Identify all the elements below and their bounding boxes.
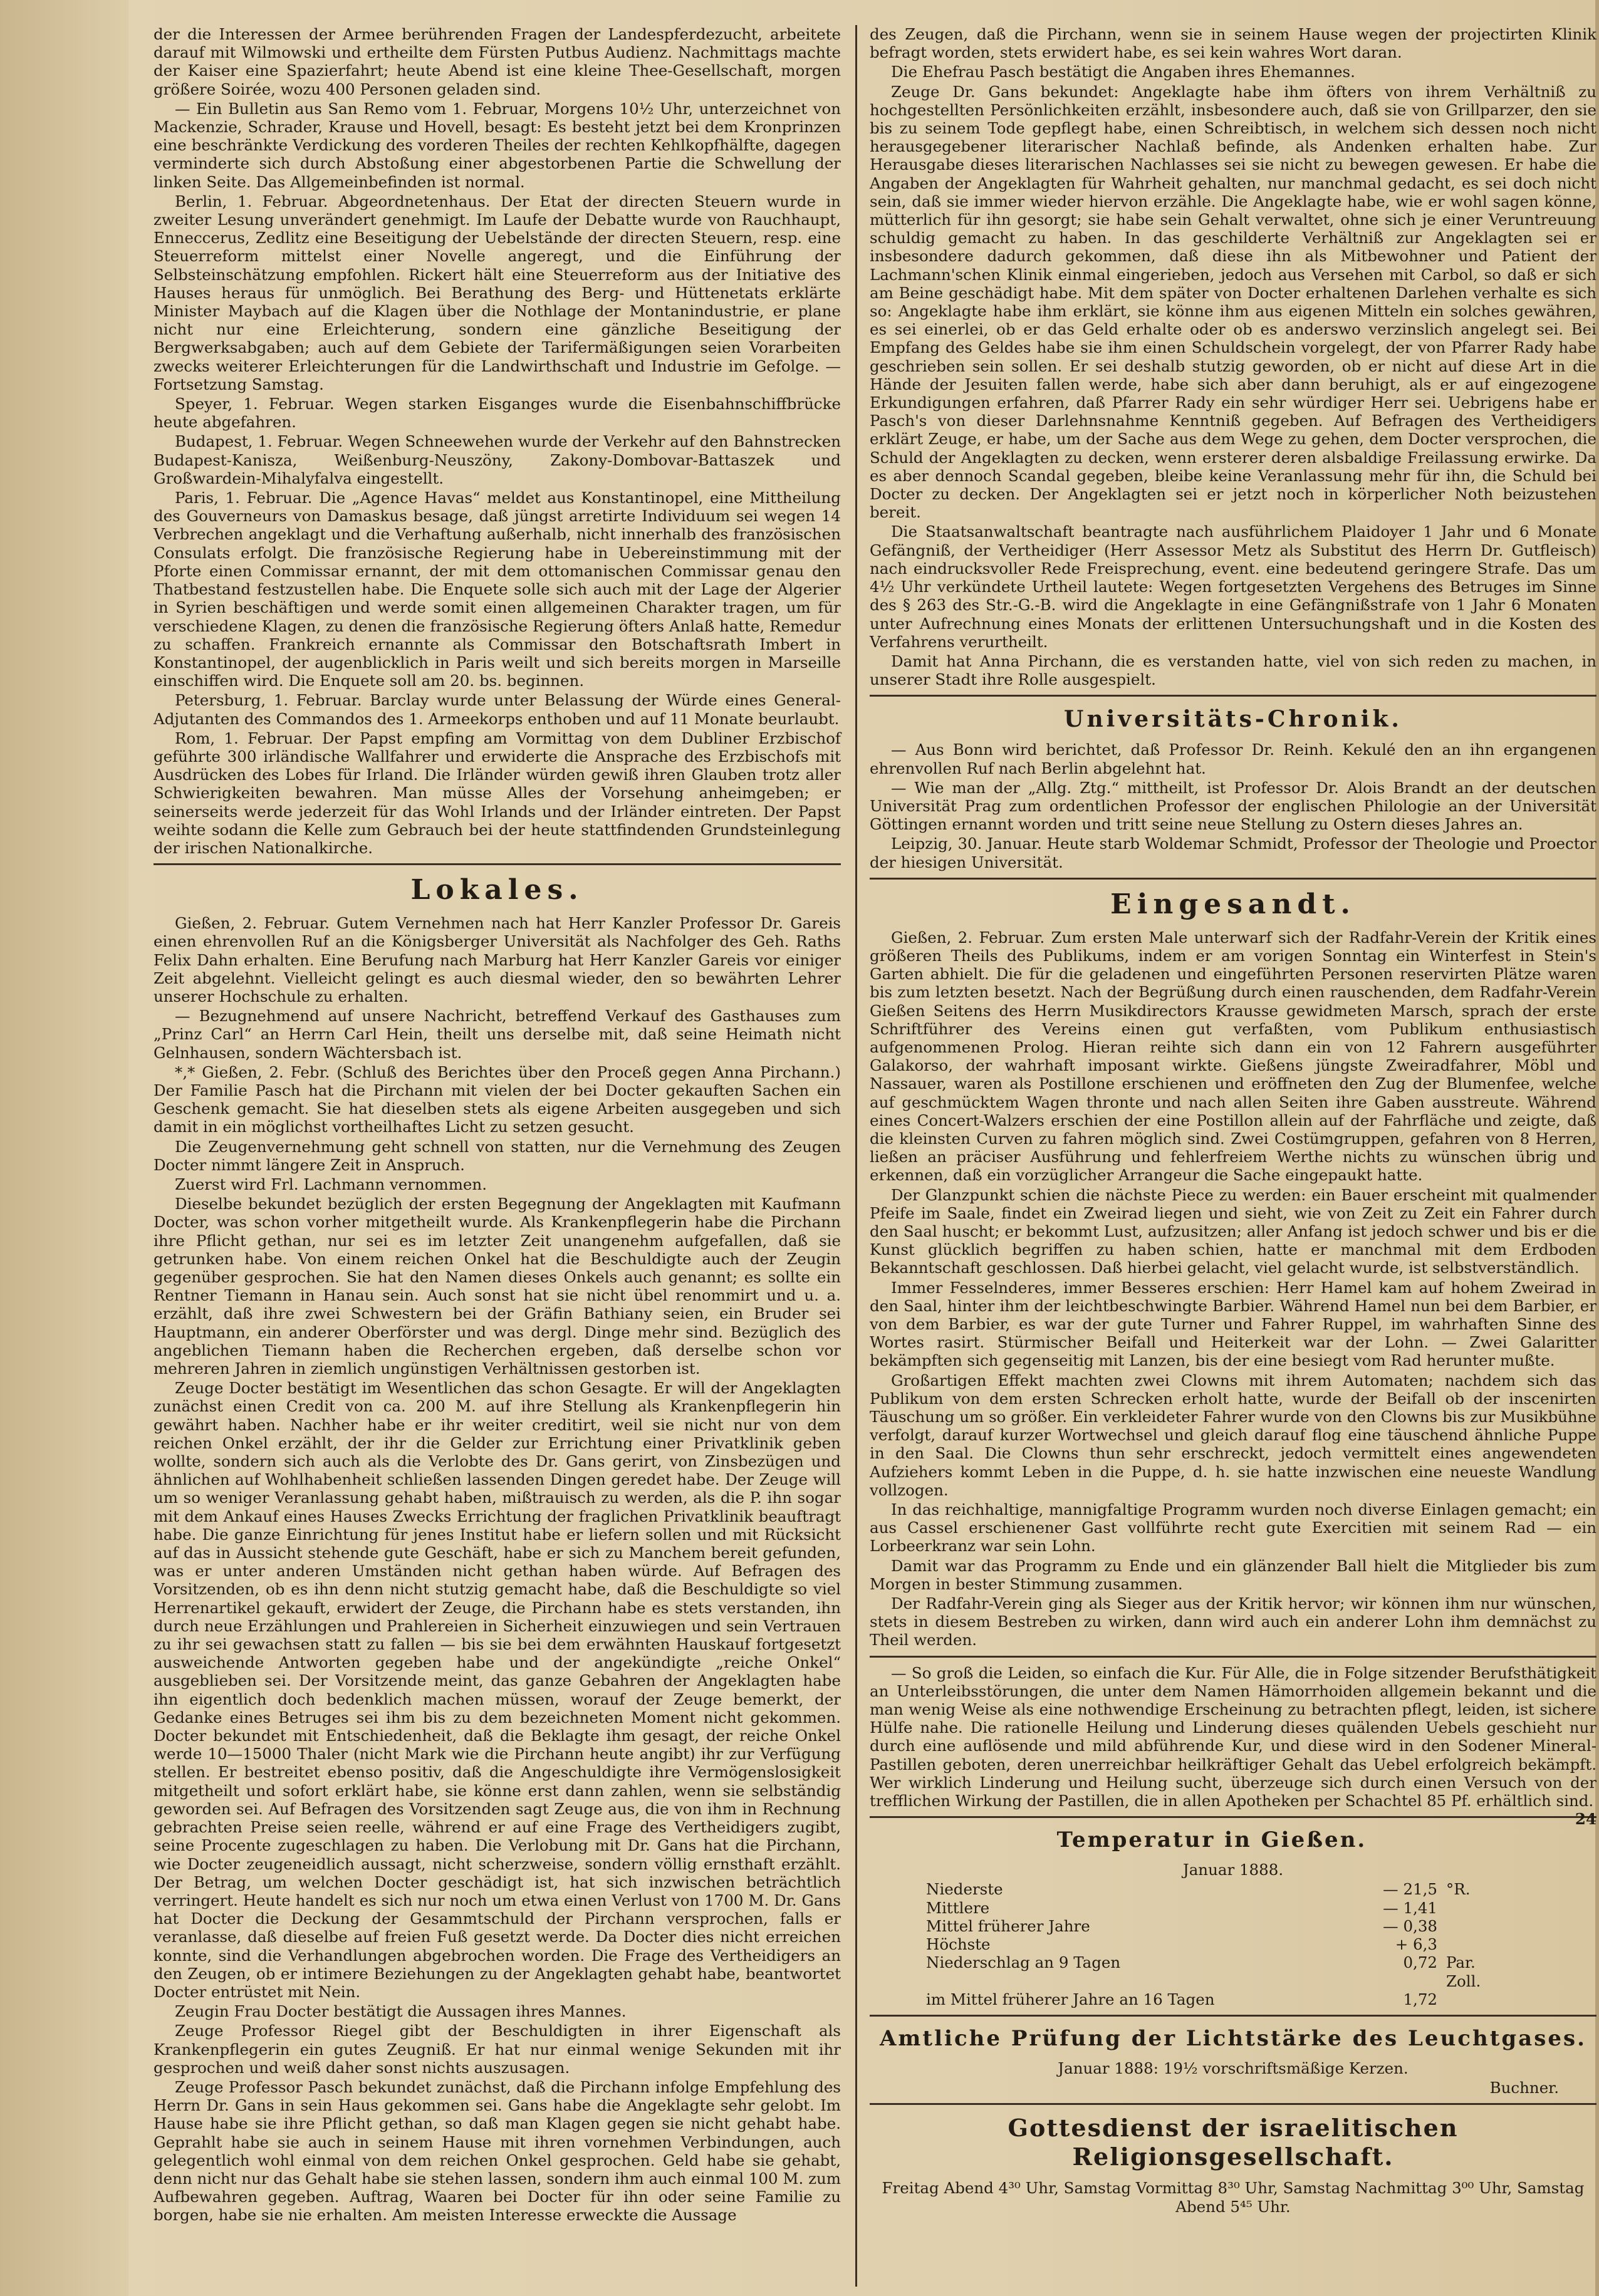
news-paragraph: Petersburg, 1. Februar. Barclay wurde unter Belassung der Würde eines General-Adjutanten des Commandos des 1. Armeekorps enthoben und auf 11 Monate beurlaubt. bbox=[154, 691, 841, 728]
gottesdienst-heading: Gottesdienst der israelitischen Religionsgesellschaft. bbox=[1008, 2114, 1459, 2171]
temperature-label: Mittel früherer Jahre bbox=[926, 1916, 1090, 1935]
temperature-month: Januar 1888. bbox=[1182, 1861, 1284, 1879]
section-rule bbox=[870, 1816, 1596, 1818]
section-rule bbox=[154, 863, 841, 865]
eingesandt-paragraph: Der Glanzpunkt schien die nächste Piece zu werden: ein Bauer erscheint mit qualmender Pfeife im Saale, findet ein Zweirad liegen und sieht, wie von Zeit zu Zeit ein Fahrer durch den Saal huscht; er bekommt Lust, aufzusitzen; aller Anfang ist jedoch schwer und bis er die Kunst glücklich begriffen zu haben schien, hatte er manchmal mit dem Erdboden Bekanntschaft geschlossen. Daß hierbei gelacht, viel gelacht wurde, ist selbstverständlich. bbox=[870, 1185, 1596, 1277]
advertisement-number: 24 bbox=[1575, 1810, 1596, 1829]
temperature-label: Höchste bbox=[926, 1935, 991, 1954]
news-paragraph: der die Interessen der Armee berührenden Fragen der Landespferdezucht, arbeitete darauf mit Wilmowski und ertheilte dem Fürsten Putbus Audienz. Nachmittags machte der Kaiser eine Spazierfahrt; heute Abend ist eine kleine Thee-Gesellschaft, morgen größere Soirée, wozu 400 Personen geladen sind. bbox=[154, 25, 841, 98]
lokales-paragraph: *‚* Gießen, 2. Febr. (Schluß des Berichtes über den Proceß gegen Anna Pirchann.) Der Familie Pasch hat die Pirchann mit vielen der bei Docter gekauften Sachen ein Geschenk gemacht. Sie hat dieselben stets als eigene Arbeiten ausgegeben und sich damit in ein möglichst vortheilhaftes Licht zu setzen gesucht. bbox=[154, 1062, 841, 1136]
advertisement-text bbox=[870, 1663, 1596, 1829]
sodener-advertisement bbox=[870, 1663, 1596, 1829]
eingesandt-paragraph: Der Radfahr-Verein ging als Sieger aus der Kritik hervor; wir können ihm nur wünschen, stets in diesem Bestreben zu wirken, dann wird auch ein anderer Lohn ihm demnächst zu Theil werden. bbox=[870, 1594, 1596, 1649]
right-column bbox=[870, 25, 1596, 2217]
trial-paragraph: Die Staatsanwaltschaft beantragte nach ausführlichem Plaidoyer 1 Jahr und 6 Monate Gefängniß, der Vertheidiger (Herr Assessor Metz als Substitut des Herrn Dr. Gutfleisch) nach eindrucksvoller Rede Freisprechung, event. eine bedeutend geringere Strafe. Das um 4½ Uhr verkündete Urtheil lautete: Wegen fortgesetzten Vergehens des Betruges im Sinne des § 263 des Str.-G.-B. wird die Angeklagte in eine Gefängnißstrafe von 1 Jahr 6 Monaten unter Aufrechnung eines Monats der erlittenen Untersuchungshaft und in die Kosten des Verfahrens verurtheilt. bbox=[870, 522, 1596, 651]
uni-paragraph: Leipzig, 30. Januar. Heute starb Woldemar Schmidt, Professor der Theologie und Proector der hiesigen Universität. bbox=[870, 834, 1596, 871]
temperature-label: Niederschlag an 9 Tagen bbox=[926, 1953, 1121, 1972]
section-rule bbox=[870, 1656, 1596, 1658]
eingesandt-paragraph: Gießen, 2. Februar. Zum ersten Male unterwarf sich der Radfahr-Verein der Kritik eines größeren Theils des Publikums, indem er am vorigen Sonntag ein Winterfest in Stein's Garten abhielt. Die für die geladenen und eingeführten Personen reservirten Plätze waren bis zum letzten besetzt. Nach der Begrüßung durch einen rauschenden, dem Radfahr-Verein Gießen Seitens des Herrn Musikdirectors Krausse gewidmeten Marsch, sprach der erste Schriftführer des Vereins einen gut verfaßten, vom Publikum enthusiastisch aufgenommenen Prolog. Hieran reihte sich dann ein von 12 Fahrern ausgeführter Galakorso, der wahrhaft imposant wirkte. Gießens jüngste Zweiradfahrer, Möbl und Nassauer, waren als Postillone erschienen und eröffneten den Zug der Blumenfee, welche auf geschmücktem Wagen thronte und nach allen Seiten ihre Gaben ausstreute. Während eines Concert-Walzers erschien der eine Postillon allein auf der Fahrfläche und zeigte, daß die kleinsten Curven zu fahren möglich sind. Zwei Costümgruppen, gefahren von 8 Herren, ließen an präciser Ausführung und fehlerfreiem Werthe nichts zu wünschen übrig und erkennen, daß ein vorzüglicher Arrangeur die Sache eingepaukt hatte. bbox=[870, 928, 1596, 1185]
gas-test-text: Januar 1888: 19½ vorschriftsmäßige Kerzen. bbox=[1058, 2059, 1409, 2077]
news-paragraph: Budapest, 1. Februar. Wegen Schneewehen wurde der Verkehr auf den Bahnstrecken Budapest-Kanisza, Weißenburg-Neuszöny, Zakony-Dombovar-Battaszek und Großwardein-Mihalyfalva eingestellt. bbox=[154, 432, 841, 487]
temperature-value: 1,72 bbox=[1403, 1990, 1437, 2008]
trial-paragraph: Die Ehefrau Pasch bestätigt die Angaben ihres Ehemannes. bbox=[891, 63, 1355, 81]
trial-paragraph: Damit hat Anna Pirchann, die es verstanden hatte, viel von sich reden zu machen, in unserer Stadt ihre Rolle ausgespielt. bbox=[870, 652, 1596, 689]
temperature-unit bbox=[1437, 1990, 1509, 2008]
temperature-row bbox=[870, 1990, 1596, 2008]
eingesandt-paragraph: Immer Fesselnderes, immer Besseres erschien: Herr Hamel kam auf hohem Zweirad in den Saal, hinter ihm der leichtbeschwingte Barbier. Während Hamel nun bei dem Barbier, er von dem Barbier, es war der gute Turner und Fahrer Ruppel, im wahrhaften Sinne des Wortes rasirt. Stürmischer Beifall und Heiterkeit war der Lohn. — Zwei Galaritter bekämpften sich gegenseitig mit Lanzen, bis der eine besiegt vom Rad herunter mußte. bbox=[870, 1278, 1596, 1370]
temperature-unit bbox=[1437, 1917, 1509, 1935]
lokales-paragraph: Zeugin Frau Docter bestätigt die Aussagen ihres Mannes. bbox=[175, 2002, 627, 2021]
temperature-row bbox=[870, 1899, 1596, 1917]
lokales-paragraph: Gießen, 2. Februar. Gutem Vernehmen nach hat Herr Kanzler Professor Dr. Gareis einen ehrenvollen Ruf an die Königsberger Universität als Nachfolger des Geh. Raths Felix Dahn erhalten. Eine Berufung nach Marburg hat Herr Kanzler Gareis vor einiger Zeit abgelehnt. Vielleicht gelingt es auch diesmal wieder, den so bewährten Lehrer unserer Hochschule zu erhalten. bbox=[154, 914, 841, 1005]
temperature-label: Mittlere bbox=[926, 1898, 990, 1917]
gottesdienst-notice bbox=[870, 2114, 1596, 2215]
eingesandt-paragraph: Damit war das Programm zu Ende und ein glänzender Ball hielt die Mitglieder bis zum Morgen in bester Stimmung zusammen. bbox=[870, 1556, 1596, 1593]
temperature-table bbox=[870, 1827, 1596, 2008]
left-column bbox=[154, 25, 841, 2226]
gas-test-signature: Buchner. bbox=[1489, 2079, 1559, 2097]
temperature-value: + 6,3 bbox=[1395, 1935, 1437, 1954]
temperature-unit bbox=[1437, 1935, 1509, 1953]
temperature-heading: Temperatur in Gießen. bbox=[1056, 1827, 1367, 1853]
news-paragraph: Paris, 1. Februar. Die „Agence Havas“ meldet aus Konstantinopel, eine Mittheilung des Gouverneurs von Damaskus besage, daß jüngst arretirte Individuum sei wegen 14 Verbrechen angeklagt und die Verhaftung außerhalb, nicht innerhalb des französischen Consulats erfolgt. Die französische Regierung habe in Uebereinstimmung mit der Pforte einen Commissar ernannt, der mit dem ottomanischen Commissar genau den Thatbestand festzustellen habe. Die Enquete solle sich auch mit der Lage der Algerier in Syrien beschäftigen und werde somit einen allgemeinen Charakter tragen, um für verschiedene Klagen, zu denen die französische Regierung öfters Anlaß hatte, Remedur zu schaffen. Frankreich ernannte als Commissar den Botschaftsrath Imbert in Konstantinopel, der augenblicklich in Paris weilt und sich bereits morgen in Marseille einschiffen wird. Die Enquete soll am 20. bs. beginnen. bbox=[154, 489, 841, 690]
temperature-label: im Mittel früherer Jahre an 16 Tagen bbox=[926, 1990, 1215, 2008]
lokales-paragraph: Zeuge Professor Riegel gibt der Beschuldigten in ihrer Eigenschaft als Krankenpflegerin ein gutes Zeugniß. Er hat nur einmal wenige Sekunden mit ihr gesprochen und weiß daher sonst nichts auszusagen. bbox=[154, 2022, 841, 2077]
column-divider bbox=[855, 25, 857, 2287]
temperature-unit bbox=[1437, 1899, 1509, 1917]
temperature-unit: °R. bbox=[1446, 1880, 1471, 1899]
temperature-row bbox=[870, 1953, 1596, 1990]
gas-test-notice bbox=[870, 2025, 1596, 2097]
news-paragraph: — Ein Bulletin aus San Remo vom 1. Februar, Morgens 10½ Uhr, unterzeichnet von Mackenzie, Schrader, Krause und Hovell, besagt: Es besteht jetzt bei dem Kronprinzen eine beschränkte Verdickung des vorderen Theiles der rechten Kehlkopfhälfte, dagegen verminderte sich durch Abstoßung einer abgestorbenen Partie die Schwellung der linken Seite. Das Allgemeinbefinden ist normal. bbox=[154, 99, 841, 191]
news-paragraph: Speyer, 1. Februar. Wegen starken Eisganges wurde die Eisenbahnschiffbrücke heute abgefahren. bbox=[154, 395, 841, 432]
uni-paragraph: — Aus Bonn wird berichtet, daß Professor Dr. Reinh. Kekulé den an ihn ergangenen ehrenvollen Ruf nach Berlin abgelehnt hat. bbox=[870, 740, 1596, 777]
lokales-paragraph: — Bezugnehmend auf unsere Nachricht, betreffend Verkauf des Gasthauses zum „Prinz Carl“ an Herrn Carl Hein, theilt uns derselbe mit, daß seine Heimath nicht Gelnhausen, sondern Wächtersbach ist. bbox=[154, 1007, 841, 1062]
temperature-unit: Par. Zoll. bbox=[1446, 1953, 1481, 1990]
section-rule bbox=[870, 2015, 1596, 2017]
section-rule bbox=[870, 878, 1596, 880]
section-rule bbox=[870, 695, 1596, 697]
temperature-value: 0,72 bbox=[1403, 1953, 1437, 1972]
temperature-row bbox=[870, 1880, 1596, 1898]
lokales-paragraph: Zeuge Professor Pasch bekundet zunächst, daß die Pirchann infolge Empfehlung des Herrn Dr. Gans in sein Haus gekommen sei. Gans habe die Angeklagte sehr gelobt. Im Hause habe sie ihre Pflicht gethan, so daß man Klagen gegen sie nicht gehabt habe. Geprahlt habe sie auch in seinem Hause mit ihren vornehmen Verbindungen, auch gelegentlich wohl einmal von dem reichen Onkel gesprochen. Geld habe sie gehabt, denn nicht nur das Gehalt habe sie stehen lassen, sondern ihm auch einmal 100 M. zum Aufbewahren gegeben. Auftrag, Waaren bei Docter für ihn oder seine Familie zu borgen, habe sie nie erhalten. Am meisten Interesse erweckte die Aussage bbox=[154, 2077, 841, 2225]
temperature-label: Niederste bbox=[926, 1880, 1003, 1899]
temperature-value: — 0,38 bbox=[1383, 1916, 1437, 1935]
temperature-value: — 21,5 bbox=[1383, 1880, 1437, 1899]
eingesandt-paragraph: Großartigen Effekt machten zwei Clowns mit ihrem Automaten; nachdem sich das Publikum von dem ersten Schrecken erholt hatte, wurde der Beifall ob der inscenirten Täuschung um so größer. Ein verkleideter Fahrer wurde von den Clowns bis zur Musikbühne verfolgt, darauf kurzer Wortwechsel und gleich darauf flog eine täuschend ähnliche Puppe in den Saal. Die Clowns thun sehr erschreckt, jedoch vermittelt eines angewendeten Aufziehers kommt Leben in die Puppe, d. h. sie hatte inzwischen eine neueste Wandlung vollzogen. bbox=[870, 1371, 1596, 1499]
advertisement-body: — So groß die Leiden, so einfach die Kur. Für Alle, die in Folge sitzender Berufsthätigkeit an Unterleibsstörungen, die unter dem Namen Hämorrhoiden allgemein bekannt und die man wenig Weise als eine nothwendige Erscheinung zu betrachten pflegt, leiden, ist sichere Hülfe nahe. Die rationelle Heilung und Linderung dieses quälenden Uebels geschieht nur durch eine auflösende und mild abführende Kur, und diese wird in den Sodener Mineral-Pastillen geboten, deren unerreichbar heilkräftiger Gehalt das Uebel erfolgreich bekämpft. Wer wirklich Linderung und Heilung sucht, überzeuge sich durch einen Versuch von der trefflichen Wirkung der Pastillen, die in allen Apotheken per Schachtel 85 Pf. erhältlich sind. bbox=[870, 1663, 1596, 1810]
gas-test-heading: Amtliche Prüfung der Lichtstärke des Leuchtgases. bbox=[880, 2025, 1586, 2051]
lokales-heading: Lokales. bbox=[410, 874, 584, 906]
trial-paragraph: des Zeugen, daß die Pirchann, wenn sie in seinem Hause wegen der projectirten Klinik befragt worden, stets erwidert habe, es sei kein wahres Wort daran. bbox=[870, 25, 1596, 62]
temperature-row bbox=[870, 1935, 1596, 1953]
lokales-paragraph: Zuerst wird Frl. Lachmann vernommen. bbox=[175, 1175, 487, 1193]
lokales-paragraph: Dieselbe bekundet bezüglich der ersten Begegnung der Angeklagten mit Kaufmann Docter, was schon vorher mitgetheilt wurde. Als Krankenpflegerin habe die Pirchann ihre Pflicht gethan, nur sei es im letzter Zeit unangenehm aufgefallen, daß sie getrunken habe. Von einem reichen Onkel hat die Beschuldigte auch der Zeugin gegenüber gesprochen. Sie hat den Namen dieses Onkels auch genannt; es sollte ein Rentner Tiemann in Hanau sein. Auch sonst hat sie nicht übel renommirt und u. a. erzählt, daß ihre zwei Schwestern bei der Gräfin Bathiany seien, ein Bruder sei Hauptmann, ein anderer Oberförster und was dergl. Dinge mehr sind. Bezüglich des angeblichen Tiemann haben die Recherchen ergeben, daß derselbe schon vor mehreren Jahren in ziemlich ungünstigen Verhältnissen gestorben ist. bbox=[154, 1195, 841, 1378]
news-paragraph: Rom, 1. Februar. Der Papst empfing am Vormittag von dem Dubliner Erzbischof geführte 300 irländische Wallfahrer und erwiderte die Ansprache des Erzbischofs mit Ausdrücken des Lobes für Irland. Die Irländer würden gewiß ihren Glauben trotz aller Schwierigkeiten bewahren. Man müsse Alles der Vorsehung anheimgeben; er seinerseits werde jederzeit für das Wohl Irlands und der Irländer eintreten. Der Papst weihte sodann die Kelle zum Gebrauch bei der heute stattfindenden Grundsteinlegung der irischen Nationalkirche. bbox=[154, 729, 841, 857]
uni-paragraph: — Wie man der „Allg. Ztg.“ mittheilt, ist Professor Dr. Alois Brandt an der deutschen Universität Prag zum ordentlichen Professor der englischen Philologie an der Universität Göttingen ernannt worden und tritt seine neue Stellung zu Ostern dieses Jahres an. bbox=[870, 778, 1596, 834]
eingesandt-heading: Eingesandt. bbox=[1110, 888, 1356, 920]
section-rule bbox=[870, 2103, 1596, 2105]
trial-paragraph: Zeuge Dr. Gans bekundet: Angeklagte habe ihm öfters von ihrem Verhältniß zu hochgestellten Persönlichkeiten erzählt, insbesondere auch, daß sie von Grillparzer, den sie bis zu seinem Tode gepflegt habe, einen Schreibtisch, in welchem sich dessen noch nicht herausgegebener literarischer Nachlaß befinde, als Andenken erhalten habe. Zur Herausgabe dieses literarischen Nachlasses sei sie nicht zu bewegen gewesen. Er habe die Angaben der Angeklagten für Wahrheit gehalten, nur manchmal gedacht, es sei doch nicht sein, daß sie immer wieder hiervon erzähle. Die Angeklagte habe, wie er wohl sagen könne, mütterlich für ihn gesorgt; sie habe sein Gehalt verwaltet, ohne sich je einer Veruntreuung schuldig gemacht zu haben. In das geschilderte Verhältniß zur Angeklagten sei er insbesondere dadurch gekommen, daß diese ihn als Mitbewohner und Patient der Lachmann'schen Klinik einmal eingerieben, jedoch aus Versehen mit Carbol, so daß er sich am Beine geschädigt habe. Mit dem später von Docter erhaltenen Darlehen verhalte es sich so: Angeklagte habe ihm erklärt, sie könne ihm aus eigenen Mitteln ein solches gewähren, es sei einerlei, ob er das Geld erhalte oder ob es anderswo verzinslich angelegt sei. Bei Empfang des Geldes habe sie ihm einen Schuldschein vorgelegt, der von Pfarrer Rady habe geschrieben sein sollen. Er sei deshalb stutzig geworden, ob er nicht auf diese Art in die Hände der Jesuiten fallen werde, habe sich aber dann beruhigt, als er auf eingezogene Erkundigungen erfahren, daß Pfarrer Rady ein sehr würdiger Herr sei. Uebrigens habe er Pasch's von dieser Darlehnsnahme Kenntniß gegeben. Auf Befragen des Vertheidigers erklärt Zeuge, er habe, um der Sache aus dem Wege zu gehen, dem Docter versprochen, die Schuld der Angeklagten zu decken, wenn ersterer deren alsbaldige Freilassung erwirke. Da es aber dennoch Scandal gegeben, bleibe keine Veranlassung mehr für ihn, die Schuld bei Docter zu decken. Der Angeklagten sei er jetzt noch in körperlicher Noth beizustehen bereit. bbox=[870, 82, 1596, 522]
lokales-paragraph: Die Zeugenvernehmung geht schnell von statten, nur die Vernehmung des Zeugen Docter nimmt längere Zeit in Anspruch. bbox=[154, 1137, 841, 1174]
page-margin-left bbox=[0, 0, 128, 2296]
temperature-row bbox=[870, 1917, 1596, 1935]
universitaets-chronik-heading: Universitäts-Chronik. bbox=[1064, 706, 1402, 733]
eingesandt-paragraph: In das reichhaltige, mannigfaltige Programm wurden noch diverse Einlagen gemacht; ein aus Cassel erschienener Gast vollführte recht gute Exercitien mit seinem Rad — ein Lorbeerkranz war sein Lohn. bbox=[870, 1500, 1596, 1556]
news-paragraph: Berlin, 1. Februar. Abgeordnetenhaus. Der Etat der directen Steuern wurde in zweiter Lesung unverändert genehmigt. Im Laufe der Debatte wurde von Rauchhaupt, Enneccerus, Zedlitz eine Beseitigung der Uebelstände der directen Steuern, resp. eine Steuerreform mittelst einer Novelle angeregt, und die Einführung der Selbsteinschätzung empfohlen. Rickert hält eine Steuerreform aus der Initiative des Hauses heraus für unmöglich. Bei Berathung des Berg- und Hüttenetats erklärte Minister Maybach auf die Klagen über die Nothlage der Montanindustrie, er plane nicht nur eine Erleichterung, sondern eine gänzliche Beseitigung der Bergwerksabgaben; auch auf dem Gebiete der Tarifermäßigungen seien Vorarbeiten zwecks weiterer Erleichterungen für die Landwirthschaft und Industrie im Gefolge. — Fortsetzung Samstag. bbox=[154, 192, 841, 393]
gottesdienst-times: Freitag Abend 4³⁰ Uhr, Samstag Vormittag 8³⁰ Uhr, Samstag Nachmittag 3⁰⁰ Uhr, Samstag Abend 5⁴⁵ Uhr. bbox=[882, 2179, 1585, 2216]
lokales-paragraph: Zeuge Docter bestätigt im Wesentlichen das schon Gesagte. Er will der Angeklagten zunächst einen Credit von ca. 200 M. auf ihre Stellung als Krankenpflegerin hin gewährt haben. Nachher habe er ihr weiter creditirt, weil sie nicht nur von dem reichen Onkel erzählt, der ihr die Gelder zur Errichtung einer Privatklinik geben wollte, sondern sich auch als die Verlobte des Dr. Gans gerirt, von Zinsbezügen und ähnlichen auf Wohlhabenheit schließen lassenden Dingen geredet habe. Der Zeuge will um so weniger Veranlassung gehabt haben, mißtrauisch zu werden, als die P. ihn sogar mit dem Ankauf eines Hauses Zwecks Errichtung der fraglichen Privatklinik beauftragt habe. Die ganze Einrichtung für jenes Institut habe er liefern sollen und mit Rücksicht auf das in Aussicht stehende gute Geschäft, habe er sich zu Manchem bereit gefunden, was er unter anderen Umständen nicht gethan haben würde. Auf Befragen des Vorsitzenden, ob es ihn denn nicht stutzig gemacht habe, daß die Beschuldigte so viel Herrenartikel gekauft, erwidert der Zeuge, die Pirchann habe es stets verstanden, ihn durch neue Erzählungen und Prahlereien in Sicherheit einzuwiegen und sein Vertrauen zu ihr sei gewachsen statt zu fallen — bis sie bei dem erwähnten Hauskauf fortgesetzt ausweichende Antworten gegeben habe und der angekündigte „reiche Onkel“ ausgeblieben sei. Der Vorsitzende meint, das ganze Gebahren der Angeklagten habe ihn eigentlich doch bedenklich machen müssen, worauf der Zeuge bemerkt, der Gedanke eines Betruges sei ihm bis zu dem bezeichneten Moment nicht gekommen. Docter bekundet mit Entschiedenheit, daß die Beklagte ihm gesagt, der reiche Onkel werde 10—15000 Thaler (nicht Mark wie die Pirchann heute angibt) ihr zur Verfügung stellen. Er bestreitet ebenso positiv, daß die Angeschuldigte ihre Vermögenslosigkeit mitgetheilt und sofort erklärt habe, sie könne erst dann zahlen, wenn sie selbständig geworden sei. Auf Befragen des Vorsitzenden sagt Zeuge aus, die von ihm in Rechnung gebrachten Preise seien reelle, während er auf eine Frage des Vertheidigers zugibt, seine Procente zugeschlagen zu haben. Die Verlobung mit Dr. Gans hat die Pirchann, wie Docter zeugeneidlich aussagt, nicht scherzweise, sondern völlig ernsthaft erzählt. Der Betrag, um welchen Docter geschädigt ist, hat sich inzwischen beträchtlich verringert. Heute handelt es sich nur noch um etwa einen Verlust von 1700 M. Dr. Gans hat Docter die Deckung der Gesammtschuld der Pirchann versprochen, falls er veranlasse, daß dieselbe auf freien Fuß gesetzt werde. Da Docter dies nicht erreichen konnte, sind die Verhandlungen abgebrochen worden. Die Frage des Vertheidigers an den Zeugen, ob er intimere Beziehungen zu der Angeklagten gehabt habe, beantwortet Docter entrüstet mit Nein. bbox=[154, 1379, 841, 2001]
temperature-value: — 1,41 bbox=[1383, 1898, 1437, 1917]
